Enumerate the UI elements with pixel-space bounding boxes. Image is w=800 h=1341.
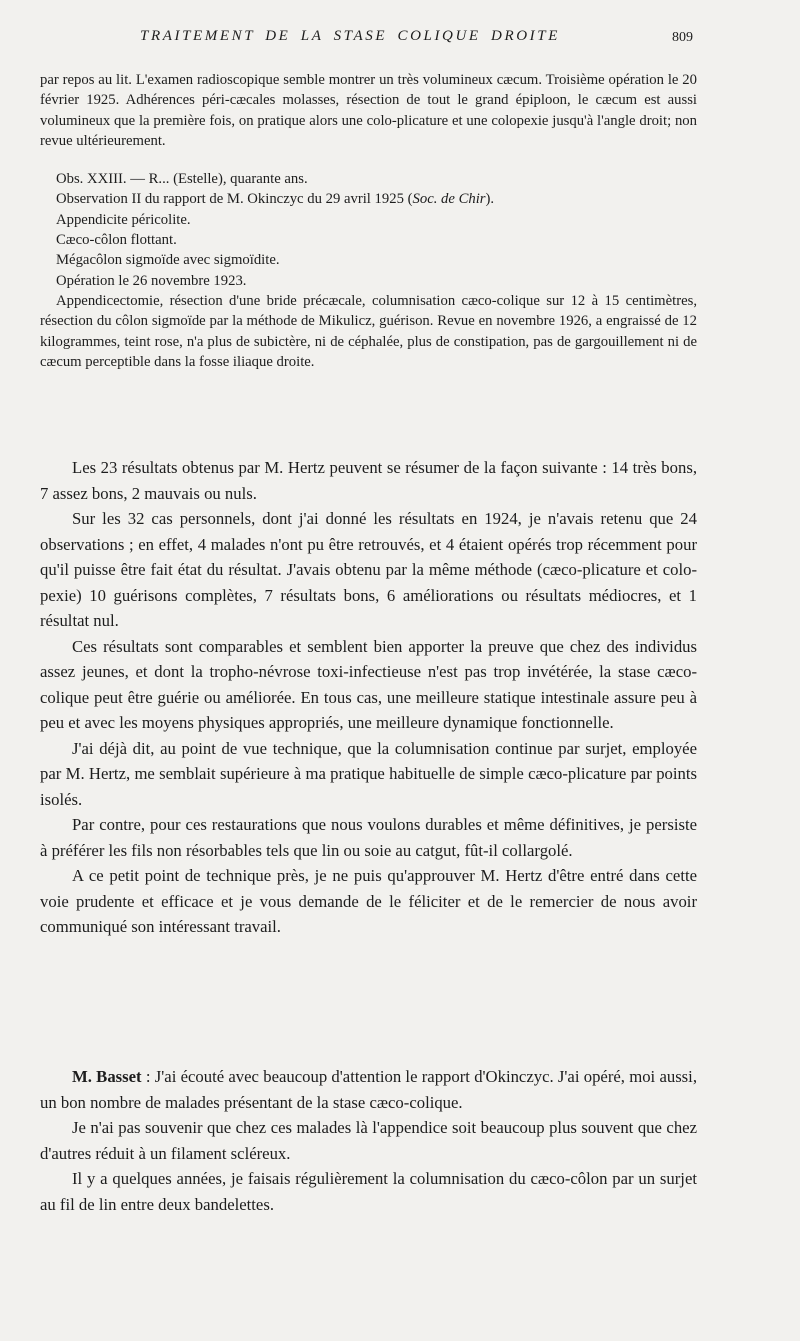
discussion-paragraph: Il y a quelques années, je faisais régulièrement la columnisation du cæco-côlon par un surjet au fil de lin entre deux bandelettes.: [40, 1169, 697, 1214]
body-paragraph: Par contre, pour ces restaurations que nous voulons durables et même définitives, je persiste à préférer les fils non résorbables tels que lin ou soie au catgut, fût-il collargolé.: [40, 815, 697, 860]
body-paragraph: Ces résultats sont comparables et semblent bien apporter la preuve que chez des individus assez jeunes, et dont la tropho-névrose toxi-infectieuse n'est pas trop invétérée, la stase cæco-colique peut être guérie ou améliorée. En tous cas, une meilleure statique intestinale assure peu à peu et avec les moyens physiques appropriés, une meilleure dynamique fonctionnelle.: [40, 636, 697, 732]
report-conclusion: [40, 455, 697, 940]
top-paragraph: par repos au lit. L'examen radioscopique semble montrer un très volumineux cæcum. Troisième opération le 20 février 1925. Adhérences péri-cæcales molasses, résection de tout le grand épiploon, le cæcum est aussi volumineux que la première fois, on pratique alors une colo-plicature et une colopexie jusqu'à l'angle droit; non revue ultérieurement.: [40, 72, 697, 149]
discussion-block: [40, 1064, 697, 1217]
observation-source: [40, 189, 697, 209]
speaker-name: M. Basset: [72, 1067, 142, 1086]
discussion-paragraph: Je n'ai pas souvenir que chez ces malades là l'appendice soit beaucoup plus souvent que chez d'autres réduit à un filament scléreux.: [40, 1118, 697, 1163]
page-number: 809: [672, 30, 693, 45]
running-header: [40, 28, 700, 50]
observation-heading: Obs. XXIII. — R... (Estelle), quarante ans.: [56, 171, 308, 188]
observation-paragraph: Appendicectomie, résection d'une bride précæcale, columnisation cæco-colique sur 12 à 15 centimètres, résection du côlon sigmoïde par la méthode de Mikulicz, guérison. Revue en novembre 1926, a engraissé de 12 kilogrammes, teint rose, n'a plus de subictère, ni de céphalée, plus de constipation, pas de gargouillement ni de cæcum perceptible dans la fosse iliaque droite.: [40, 292, 697, 370]
body-paragraph: A ce petit point de technique près, je ne puis qu'approuver M. Hertz d'être entré dans cette voie prudente et efficace et je vous demande de le féliciter et de le remercier de nous avoir communiqué son intéressant travail.: [40, 866, 697, 936]
source-reference: Soc. de Chir: [412, 191, 486, 208]
source-suffix: ).: [485, 191, 495, 208]
body-paragraph: J'ai déjà dit, au point de vue technique, que la columnisation continue par surjet, employée par M. Hertz, me semblait supérieure à ma pratique habituelle de simple cæco-plicature par points isolés.: [40, 738, 697, 809]
speaker-text: : J'ai écouté avec beaucoup d'attention le rapport d'Okinczyc. J'ai opéré, moi aussi, un bon nombre de malades présentant de la stase cæco-colique.: [40, 1067, 697, 1112]
case-report-block: [40, 70, 697, 372]
body-paragraph: Les 23 résultats obtenus par M. Hertz peuvent se résumer de la façon suivante : 14 très bons, 7 assez bons, 2 mauvais ou nuls.: [40, 458, 697, 503]
observation-line: Appendicite péricolite.: [56, 211, 191, 228]
running-title: TRAITEMENT DE LA STASE COLIQUE DROITE: [140, 28, 560, 44]
observation-line: Mégacôlon sigmoïde avec sigmoïdite.: [56, 252, 280, 269]
observation-line: Cæco-côlon flottant.: [56, 232, 177, 249]
source-prefix: Observation II du rapport de M. Okinczyc du 29 avril 1925 (: [56, 191, 413, 208]
discussion-paragraph: [40, 1064, 697, 1115]
observation-line: Opération le 26 novembre 1923.: [56, 272, 247, 289]
body-paragraph: Sur les 32 cas personnels, dont j'ai donné les résultats en 1924, je n'avais retenu que 24 observations ; en effet, 4 malades n'ont pu être retrouvés, et 4 étaient opérés trop récemment pour qu'il puisse être fait état du résultat. J'avais obtenu par la même méthode (cæco-plicature et colo-pexie) 10 guérisons complètes, 7 résultats bons, 6 améliorations ou résultats médiocres, et 1 résultat nul.: [40, 509, 697, 630]
